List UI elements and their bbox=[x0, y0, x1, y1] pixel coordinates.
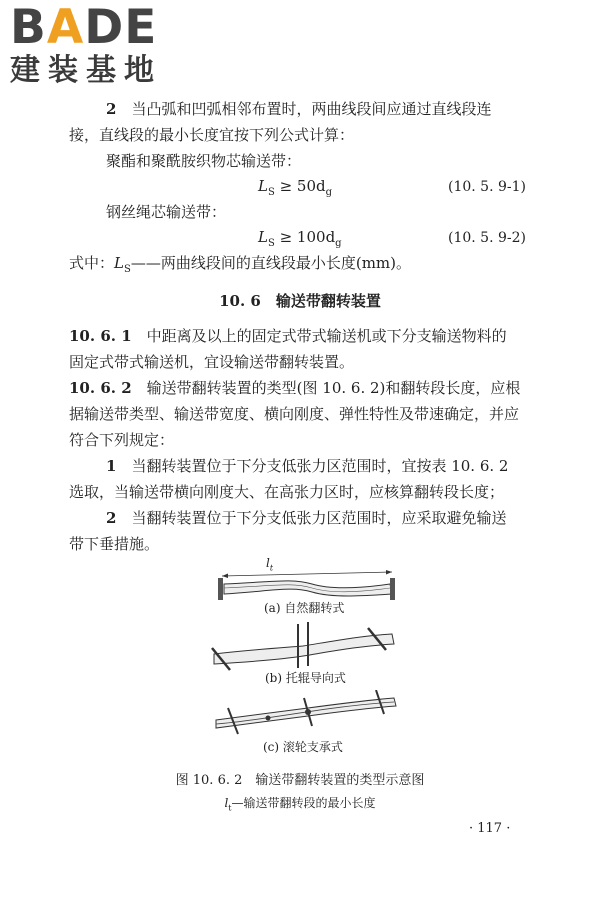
eqno-2: (10. 5. 9-2) bbox=[448, 230, 526, 246]
section-title: 10. 6 输送带翻转装置 bbox=[219, 292, 381, 310]
logo-name: 建装基地 bbox=[10, 53, 162, 88]
clause-10-6-2-line1: 10. 6. 2 输送带翻转装置的类型(图 10. 6. 2)和翻转段长度，应根 bbox=[69, 379, 521, 397]
figure-a-caption: (a) 自然翻转式 bbox=[264, 601, 345, 615]
where-clause: 式中：$L_S——$两曲线段间的直线段最小长度(mm)。 bbox=[69, 254, 411, 275]
para1-line2: 接，直线段的最小长度宜按下列公式计算： bbox=[69, 126, 355, 144]
clause-10-6-2-line3: 符合下列规定： bbox=[69, 431, 175, 449]
clause-10-6-1-line1: 10. 6. 1 中距离及以上的固定式带式输送机或下分支输送物料的 bbox=[69, 327, 507, 345]
item1-line1: 1 当翻转装置位于下分支低张力区范围时，宜按表 10. 6. 2 bbox=[106, 457, 509, 475]
figure-c-caption: (c) 滚轮支承式 bbox=[263, 740, 343, 754]
formula-1: $L_S \ge 50d_g$ bbox=[258, 177, 333, 198]
figure-b-caption: (b) 托辊导向式 bbox=[265, 671, 346, 685]
figure-b-diagram bbox=[208, 622, 408, 672]
formula-2: $L_S \ge 100d_g$ bbox=[258, 228, 342, 249]
logo-wordmark: BADE bbox=[10, 0, 158, 55]
item1-line2: 选取，当输送带横向刚度大、在高张力区时，应核算翻转段长度； bbox=[69, 483, 505, 501]
lt-label: $l_t$ bbox=[266, 556, 274, 573]
figure-caption: 图 10. 6. 2 输送带翻转装置的类型示意图 bbox=[175, 773, 425, 788]
page-number: · 117 · bbox=[469, 821, 511, 836]
figure-c-diagram bbox=[208, 690, 408, 740]
clause-10-6-1-line2: 固定式带式输送机，宜设输送带翻转装置。 bbox=[69, 353, 355, 371]
brand-logo bbox=[10, 0, 162, 88]
dimension-line bbox=[222, 572, 392, 576]
figure-note: $l_t—$输送带翻转段的最小长度 bbox=[224, 796, 376, 813]
eqno-1: (10. 5. 9-1) bbox=[448, 179, 526, 195]
item2-line1: 2 当翻转装置位于下分支低张力区范围时，应采取避免输送 bbox=[106, 509, 507, 527]
belt2-label: 钢丝绳芯输送带： bbox=[106, 203, 227, 221]
item2-line2: 带下垂措施。 bbox=[69, 535, 160, 553]
clause-10-6-2-line2: 据输送带类型、输送带宽度、横向刚度、弹性特性及带速确定，并应 bbox=[69, 405, 520, 423]
belt1-label: 聚酯和聚酰胺织物芯输送带： bbox=[106, 152, 302, 170]
para1-line1: 2 当凸弧和凹弧相邻布置时，两曲线段间应通过直线段连 bbox=[106, 100, 492, 118]
